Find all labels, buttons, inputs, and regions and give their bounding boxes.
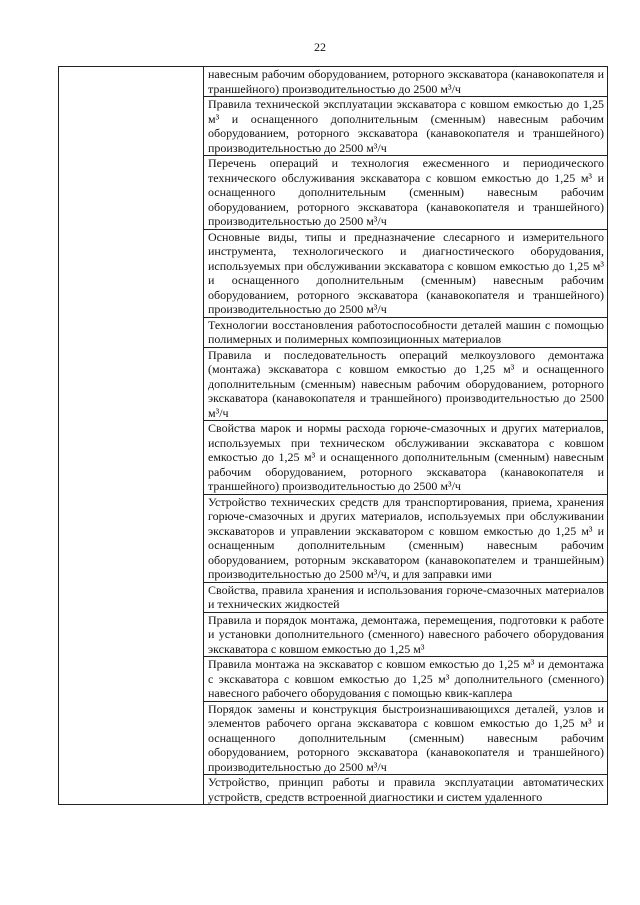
table-cell: Правила монтажа на экскаватор с ковшом емкостью до 1,25 м³ и демонтажа с экскаватора с ковшом емкостью до 1,25 м³ дополнительного (сменного) навесного рабочего оборудования с помощью квик-каплера <box>204 657 608 702</box>
table-cell: Основные виды, типы и предназначение слесарного и измерительного инструмента, технологического и диагностического оборудования, используемых при обслуживании экскаватора с ковшом емкостью до 1,25 м³ и оснащенного дополнительным (сменным) навесным рабочим оборудованием, роторного экскаватора (канавокопателя и траншейного) производительностью до 2500 м³/ч <box>204 229 608 317</box>
table-cell: Порядок замены и конструкция быстроизнашивающихся деталей, узлов и элементов рабочего органа экскаватора с ковшом емкостью до 1,25 м³ и оснащенного дополнительным (сменным) навесным рабочим оборудованием, роторного экскаватора (канавокопателя и траншейного) производительностью до 2500 м³/ч <box>204 701 608 775</box>
table-cell: Правила и последовательность операций мелкоузлового демонтажа (монтажа) экскаватора с ковшом емкостью до 1,25 м³ и оснащенного дополнительным (сменным) навесным рабочим оборудованием, роторного экскаватора (канавокопателя и траншейного) производительностью до 2500 м³/ч <box>204 347 608 421</box>
page-number: 22 <box>314 40 326 54</box>
table-cell: Устройство технических средств для транспортирования, приема, хранения горюче-смазочных и других материалов, используемых при обслуживании экскаваторов и управлении экскаватором с ковшом емкостью до 1,25 м³ и оснащенным дополнительным (сменным) навесным рабочим оборудованием, роторным экскаватором (канавокопателем и траншейным) производительностью до 2500 м³/ч, и для заправки ими <box>204 494 608 582</box>
table-cell: Свойства марок и нормы расхода горюче-смазочных и других материалов, используемых при техническом обслуживании экскаватора с ковшом емкостью до 1,25 м³ и оснащенного дополнительным (сменным) навесным рабочим оборудованием, роторного экскаватора (канавокопателя и траншейного) производительностью до 2500 м³/ч <box>204 421 608 495</box>
left-column-cell <box>59 67 204 805</box>
requirements-table <box>58 66 608 805</box>
table-cell: Правила технической эксплуатации экскаватора с ковшом емкостью до 1,25 м³ и оснащенного дополнительным (сменным) навесным рабочим оборудованием, роторного экскаватора (канавокопателя и траншейного) производительностью до 2500 м³/ч <box>204 97 608 156</box>
table-cell: Свойства, правила хранения и использования горюче-смазочных материалов и технических жидкостей <box>204 582 608 612</box>
table-cell: Технологии восстановления работоспособности деталей машин с помощью полимерных и полимерных композиционных материалов <box>204 317 608 347</box>
table-cell: Правила и порядок монтажа, демонтажа, перемещения, подготовки к работе и установки дополнительного (сменного) навесного рабочего оборудования экскаватора с ковшом емкостью до 1,25 м³ <box>204 612 608 657</box>
table-cell: Устройство, принцип работы и правила эксплуатации автоматических устройств, средств встроенной диагностики и систем удаленного <box>204 775 608 805</box>
table-cell: Перечень операций и технология ежесменного и периодического технического обслуживания экскаватора с ковшом емкостью до 1,25 м³ и оснащенного дополнительным (сменным) навесным рабочим оборудованием, роторного экскаватора (канавокопателя и траншейного) производительностью до 2500 м³/ч <box>204 156 608 230</box>
table-row <box>59 67 608 97</box>
table-cell: навесным рабочим оборудованием, роторного экскаватора (канавокопателя и траншейного) производительностью до 2500 м³/ч <box>204 67 608 97</box>
